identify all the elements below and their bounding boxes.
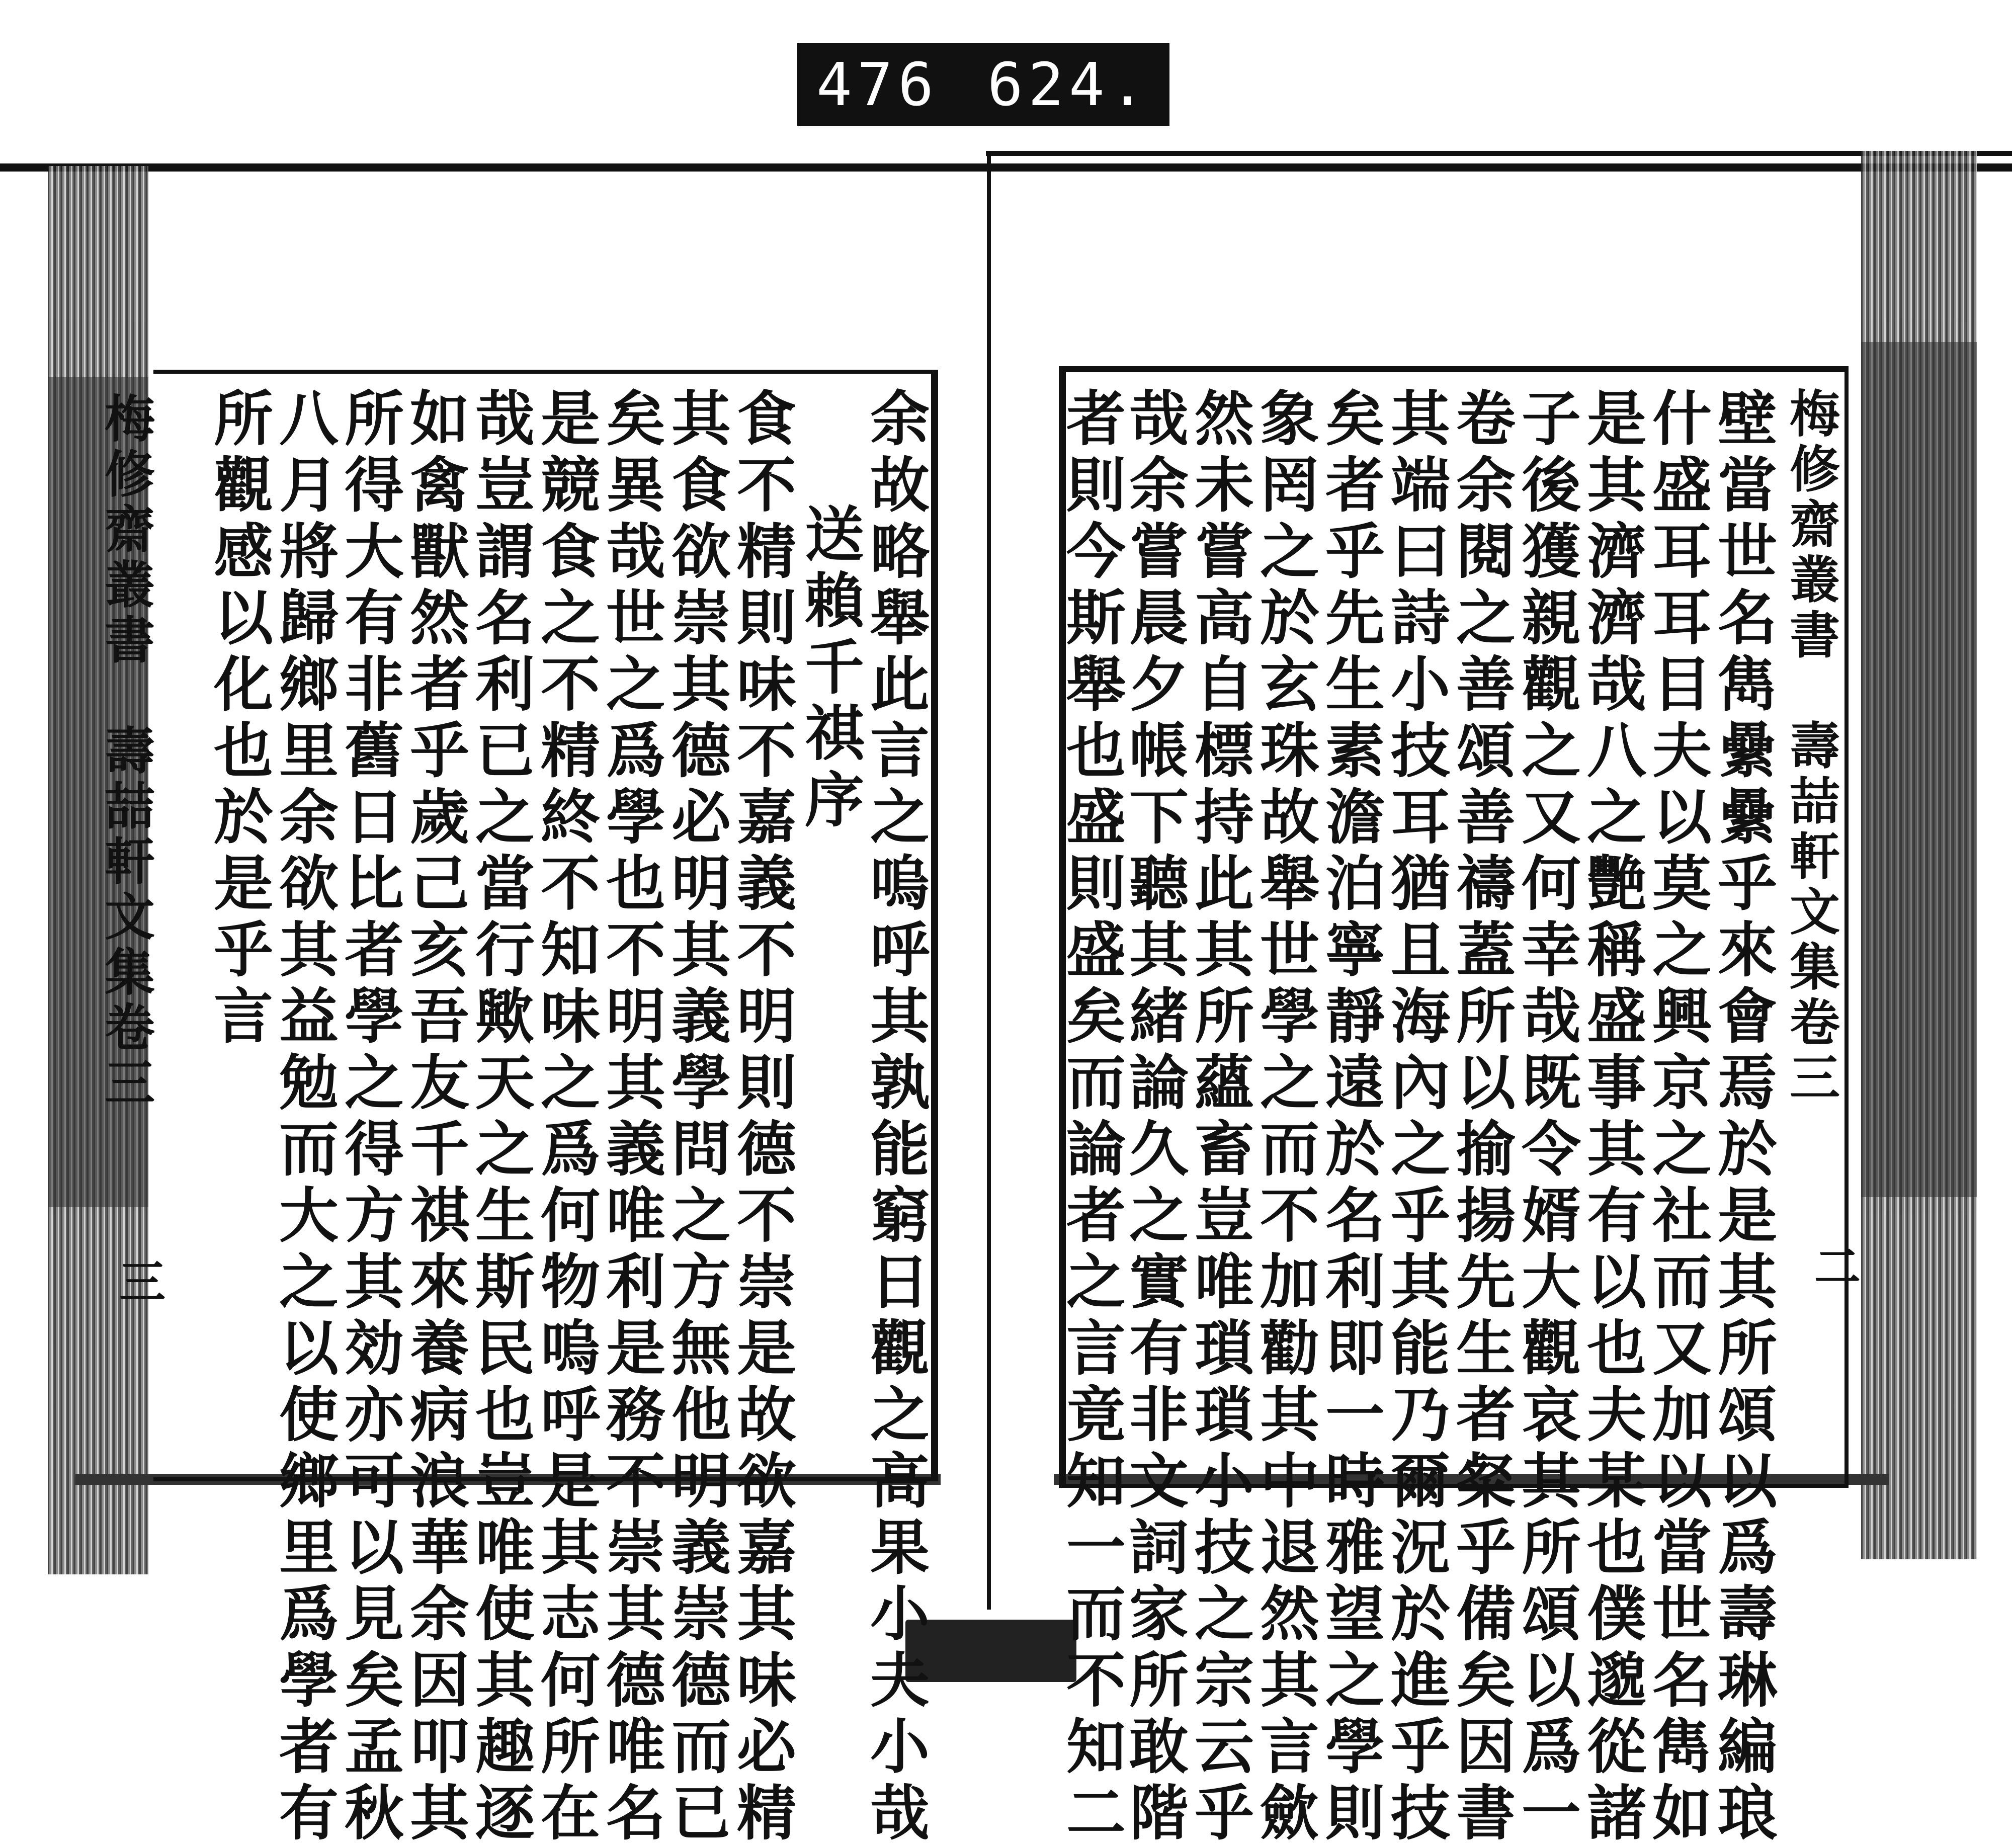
right-page-column-9: 然未嘗高自標持此其所蘊畜豈唯瑣瑣小技之宗云乎: [1185, 387, 1254, 1848]
right-page-column-1: 壁當世名雋纍纍乎來會焉於是其所頌以爲壽琳編琅: [1708, 387, 1778, 1848]
left-page-column-10: 八月將歸鄉里余欲其益勉而大之以使鄉里爲學者有: [269, 387, 339, 1848]
right-page-column-8: 象罔之於玄珠故舉世學之而不加勸其中退然其言歛: [1250, 387, 1320, 1848]
right-page-column-10: 哉余嘗晨夕帳下聽其緒論久之實有非文詞家所敢階: [1119, 387, 1189, 1848]
top-edge-line: [0, 163, 2012, 172]
left-page-column-1: 余故略舉此言之嗚呼其孰能窮日觀之高果小夫小哉: [860, 387, 930, 1848]
left-page-column-6: 是競食之不精終不知味之爲何物嗚呼是其志何所在: [531, 387, 601, 1848]
book-spine: [987, 151, 991, 1610]
right-page-column-6: 其端曰詩小技耳猶且海內之乎其能乃爾況於進乎技: [1381, 387, 1451, 1848]
right-page-header: 梅修齋叢書 壽喆軒文集卷三: [1781, 387, 1840, 1107]
right-page-column-7: 矣者乎先生素澹泊寧靜遠於名利即一時雅望之學則: [1315, 387, 1385, 1848]
label-right-number: 624.: [987, 49, 1150, 119]
right-page-column-4: 子後獲親觀之又何幸哉既令婿大觀哀其所頌以爲一: [1512, 387, 1581, 1848]
left-page-column-5: 矣異哉世之爲學也不明其義唯利是務不崇其德唯名: [596, 387, 666, 1848]
right-page-column-2: 什盛耳耳目夫以莫之興京之社而又加以當世名雋如: [1642, 387, 1712, 1848]
right-page-column-3: 是其濟濟哉八之艷稱盛事其有以也夫某也僕邈從諸: [1577, 387, 1647, 1848]
left-page-header: 梅修齋叢書 壽喆軒文集卷三: [96, 392, 155, 1112]
left-page-column-9: 所得大有非舊日比者學之得方其効亦可以見矣孟秋: [334, 387, 404, 1848]
left-page-column-2-title: 送賴千祺序: [795, 503, 865, 835]
left-page-folio: 三: [112, 1257, 166, 1304]
catalogue-label: [797, 43, 1169, 126]
label-left-number: 476: [816, 49, 939, 119]
right-page-column-11: 者則今斯舉也盛則盛矣而論者之言竟知一而不知二: [1056, 387, 1126, 1848]
binding-mark: [905, 1620, 1076, 1682]
left-page-column-11: 所觀感以化也於是乎言: [204, 387, 274, 1051]
right-page-folio: 二: [1807, 1242, 1861, 1289]
top-edge-line-right: [986, 151, 2012, 156]
right-page-edge: [1861, 151, 1977, 1559]
right-page-column-5: 卷余閱之善頌善禱蓋所以揄揚先生者粲乎備矣因書: [1446, 387, 1516, 1848]
left-page-column-3: 食不精則味不嘉義不明則德不崇是故欲嘉其味必精: [727, 387, 797, 1848]
left-page-column-7: 哉豈謂名利已之當行歟天之生斯民也豈唯使其趣逐: [465, 387, 535, 1848]
left-page-column-4: 其食欲崇其德必明其義學問之方無他明義崇德而已: [661, 387, 731, 1848]
left-page-column-8: 如禽獸然者乎歲己亥吾友千祺來養病浪華余因叩其: [400, 387, 470, 1848]
